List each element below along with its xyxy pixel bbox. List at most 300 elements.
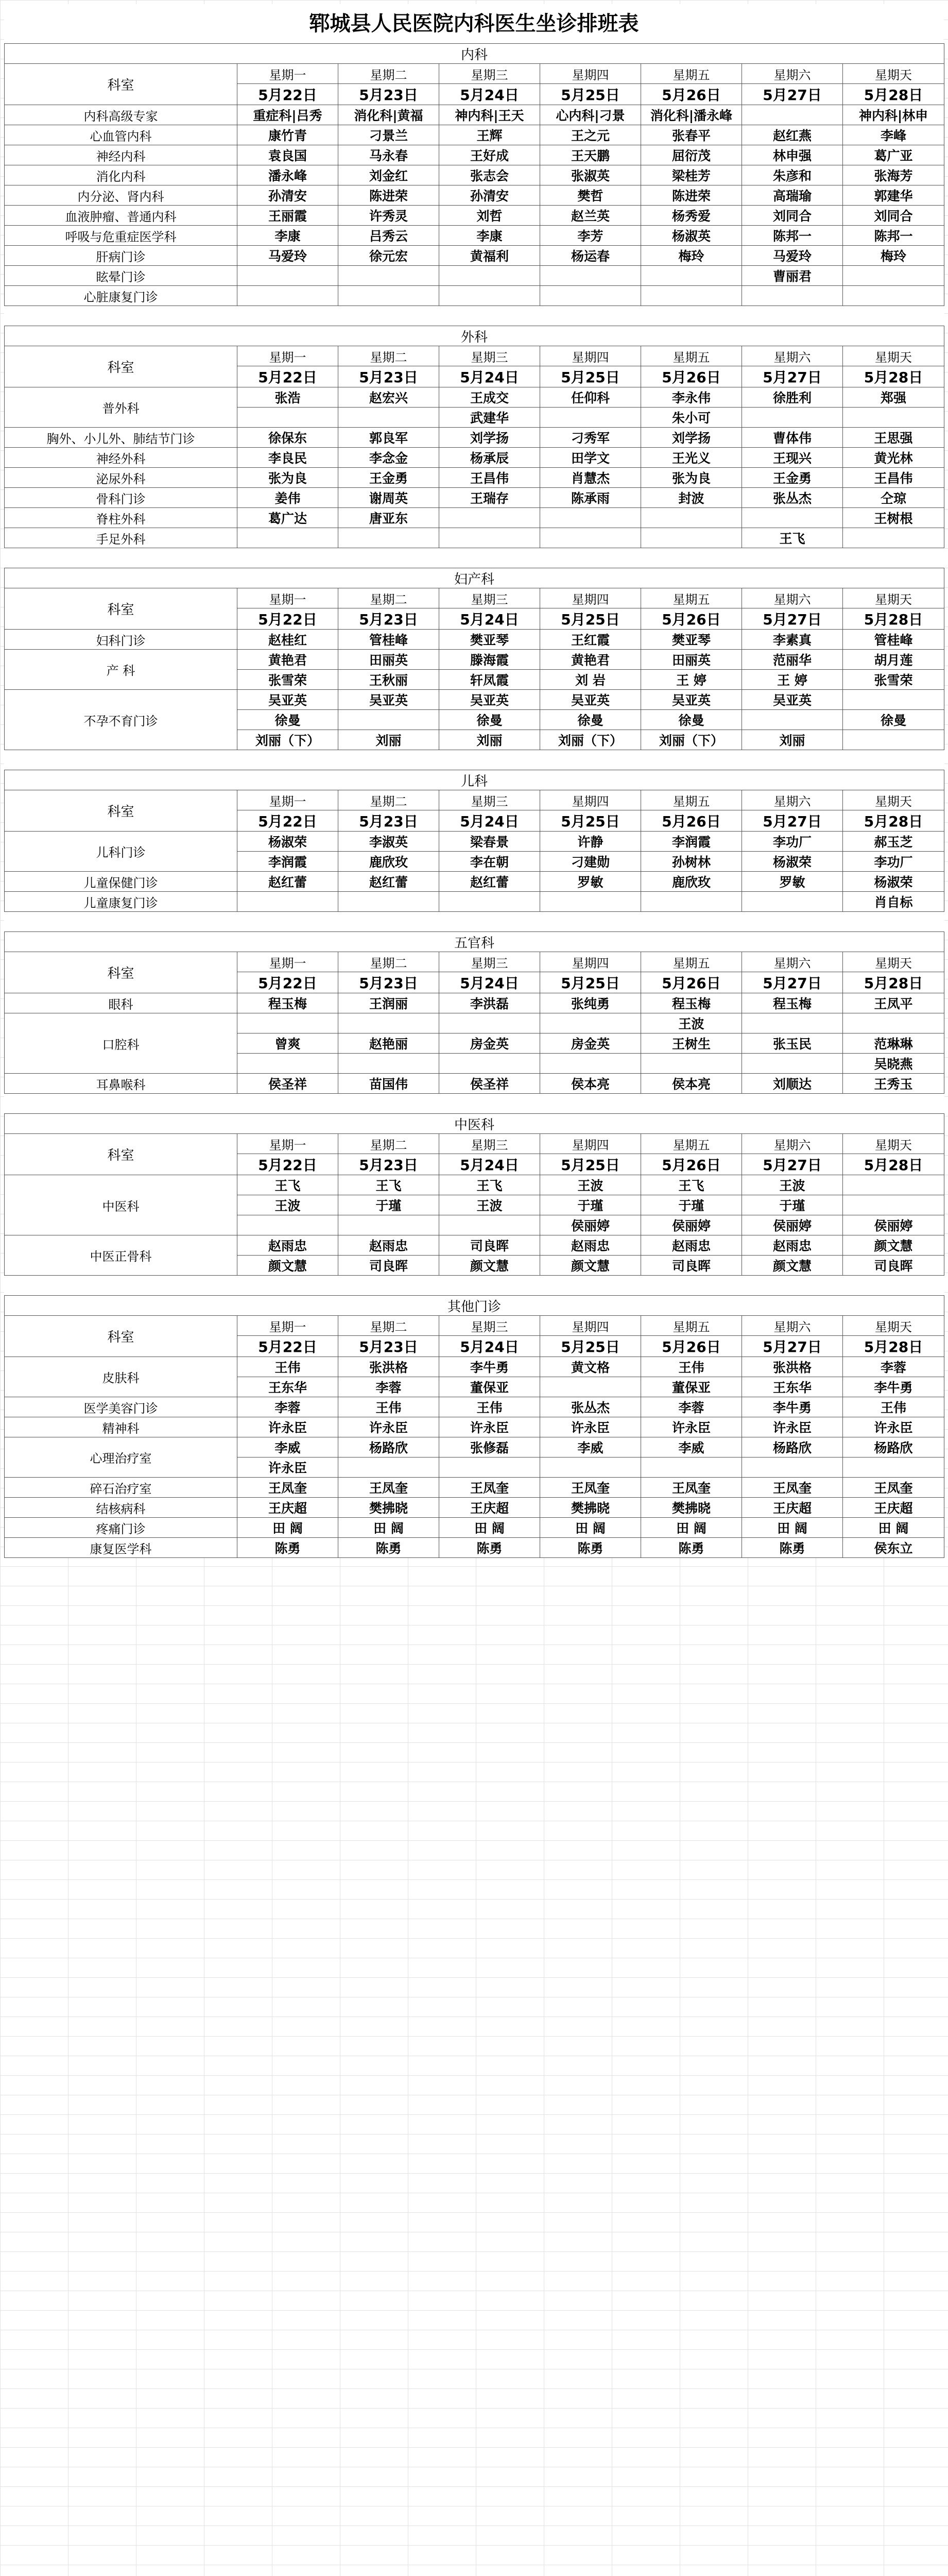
doctor-cell [237, 892, 338, 912]
doctor-cell: 董保亚 [641, 1377, 742, 1397]
doctor-cell [338, 1054, 439, 1074]
doctor-cell: 田丽英 [338, 650, 439, 670]
doctor-cell: 陈勇 [742, 1538, 843, 1558]
doctor-cell [742, 408, 843, 428]
weekday-label: 星期六 [742, 1134, 843, 1154]
doctor-cell: 张丛杰 [540, 1397, 641, 1417]
department-name: 耳鼻喉科 [5, 1074, 237, 1094]
doctor-cell: 吴亚英 [641, 690, 742, 710]
department-name: 脊柱外科 [5, 508, 237, 528]
doctor-cell [540, 892, 641, 912]
doctor-cell: 张玉民 [742, 1033, 843, 1054]
doctor-cell [843, 690, 944, 710]
doctor-cell: 颜文慧 [742, 1256, 843, 1276]
schedule-row [5, 630, 944, 650]
date-label: 5月25日 [540, 972, 641, 993]
doctor-cell [439, 892, 540, 912]
doctor-cell [338, 528, 439, 548]
doctor-cell: 李威 [641, 1437, 742, 1458]
weekday-label: 星期二 [338, 1316, 439, 1336]
schedule-row [5, 1417, 944, 1437]
doctor-cell: 王光义 [641, 448, 742, 468]
schedule-row [5, 1478, 944, 1498]
doctor-cell: 李在朝 [439, 852, 540, 872]
doctor-cell: 王润丽 [338, 993, 439, 1013]
doctor-cell: 于瑾 [641, 1195, 742, 1215]
doctor-cell: 李洪磊 [439, 993, 540, 1013]
doctor-cell: 郝玉芝 [843, 832, 944, 852]
doctor-cell: 张洪格 [338, 1357, 439, 1377]
weekday-label: 星期天 [843, 1316, 944, 1336]
doctor-cell [439, 266, 540, 286]
doctor-cell: 颜文慧 [439, 1256, 540, 1276]
schedule-row [5, 1074, 944, 1094]
date-label: 5月25日 [540, 810, 641, 832]
weekday-label: 星期四 [540, 952, 641, 972]
section-title: 五官科 [5, 932, 944, 952]
doctor-cell: 许永臣 [439, 1417, 540, 1437]
doctor-cell: 孙清安 [439, 185, 540, 206]
weekday-row [5, 346, 944, 366]
doctor-cell: 董保亚 [439, 1377, 540, 1397]
doctor-cell: 司良晖 [641, 1256, 742, 1276]
date-label: 5月27日 [742, 608, 843, 630]
department-name: 医学美容门诊 [5, 1397, 237, 1417]
doctor-cell: 谢周英 [338, 488, 439, 508]
department-name: 中医科 [5, 1175, 237, 1235]
doctor-cell: 刁秀军 [540, 428, 641, 448]
weekday-label: 星期三 [439, 64, 540, 84]
doctor-cell: 樊亚琴 [641, 630, 742, 650]
doctor-cell: 王树根 [843, 508, 944, 528]
doctor-cell [843, 1458, 944, 1478]
dept-column-label: 科室 [5, 588, 237, 630]
doctor-cell: 王波 [641, 1013, 742, 1033]
doctor-cell: 王现兴 [742, 448, 843, 468]
doctor-cell [843, 730, 944, 750]
doctor-cell [540, 266, 641, 286]
weekday-label: 星期四 [540, 1316, 641, 1336]
weekday-label: 星期五 [641, 1134, 742, 1154]
weekday-row [5, 1316, 944, 1336]
weekday-row [5, 790, 944, 810]
doctor-cell [338, 266, 439, 286]
doctor-cell: 李淑英 [338, 832, 439, 852]
weekday-label: 星期天 [843, 952, 944, 972]
doctor-cell: 吴亚英 [237, 690, 338, 710]
doctor-cell [439, 1458, 540, 1478]
dept-column-label: 科室 [5, 64, 237, 105]
doctor-cell: 刘金红 [338, 165, 439, 185]
spacer-row [5, 912, 944, 932]
schedule-body [5, 44, 944, 1558]
doctor-cell: 鹿欣玫 [641, 872, 742, 892]
weekday-label: 星期一 [237, 1316, 338, 1336]
doctor-cell: 马永春 [338, 145, 439, 165]
doctor-cell: 黄艳君 [540, 650, 641, 670]
weekday-label: 星期六 [742, 1316, 843, 1336]
doctor-cell: 侯圣祥 [237, 1074, 338, 1094]
doctor-cell: 王庆超 [742, 1498, 843, 1518]
doctor-cell: 田学文 [540, 448, 641, 468]
doctor-cell [641, 1458, 742, 1478]
doctor-cell: 王思强 [843, 428, 944, 448]
doctor-cell: 王伟 [237, 1357, 338, 1377]
doctor-cell: 赵红蕾 [439, 872, 540, 892]
weekday-label: 星期三 [439, 588, 540, 608]
doctor-cell: 朱彦和 [742, 165, 843, 185]
doctor-cell: 樊拂晓 [641, 1498, 742, 1518]
doctor-cell: 李蓉 [338, 1377, 439, 1397]
weekday-row [5, 588, 944, 608]
doctor-cell: 曾爽 [237, 1033, 338, 1054]
doctor-cell [540, 408, 641, 428]
weekday-label: 星期天 [843, 64, 944, 84]
doctor-cell: 肖自标 [843, 892, 944, 912]
schedule-row [5, 1397, 944, 1417]
doctor-cell [540, 1377, 641, 1397]
department-name: 眼科 [5, 993, 237, 1013]
doctor-cell: 王瑞存 [439, 488, 540, 508]
date-label: 5月26日 [641, 84, 742, 105]
doctor-cell [439, 1013, 540, 1033]
doctor-cell: 司良晖 [439, 1235, 540, 1256]
doctor-cell: 朱小可 [641, 408, 742, 428]
doctor-cell: 王飞 [742, 528, 843, 548]
doctor-cell: 房金英 [439, 1033, 540, 1054]
weekday-label: 星期四 [540, 588, 641, 608]
date-label: 5月26日 [641, 810, 742, 832]
doctor-cell: 王波 [742, 1175, 843, 1195]
doctor-cell: 梁春景 [439, 832, 540, 852]
doctor-cell [742, 1013, 843, 1033]
weekday-label: 星期四 [540, 790, 641, 810]
weekday-label: 星期一 [237, 346, 338, 366]
doctor-cell: 徐曼 [237, 710, 338, 730]
doctor-cell [237, 1013, 338, 1033]
schedule-row [5, 185, 944, 206]
department-name: 康复医学科 [5, 1538, 237, 1558]
doctor-cell: 马爱玲 [237, 246, 338, 266]
doctor-cell: 刘学扬 [439, 428, 540, 448]
doctor-cell: 李康 [439, 226, 540, 246]
doctor-cell: 侯本亮 [540, 1074, 641, 1094]
doctor-cell: 封波 [641, 488, 742, 508]
doctor-cell: 陈勇 [540, 1538, 641, 1558]
section-header-row [5, 1296, 944, 1316]
doctor-cell [237, 1054, 338, 1074]
doctor-cell: 唐亚东 [338, 508, 439, 528]
doctor-cell: 陈进荣 [641, 185, 742, 206]
doctor-cell: 郑强 [843, 387, 944, 408]
date-label: 5月23日 [338, 608, 439, 630]
date-label: 5月23日 [338, 84, 439, 105]
doctor-cell [439, 508, 540, 528]
department-name: 产 科 [5, 650, 237, 690]
doctor-cell: 刘丽 [439, 730, 540, 750]
schedule-row [5, 1357, 944, 1377]
doctor-cell: 张雪荣 [237, 670, 338, 690]
doctor-cell: 王 婷 [742, 670, 843, 690]
doctor-cell: 陈勇 [439, 1538, 540, 1558]
doctor-cell: 刘哲 [439, 206, 540, 226]
doctor-cell: 任仰科 [540, 387, 641, 408]
doctor-cell: 王秀玉 [843, 1074, 944, 1094]
section-header-row [5, 568, 944, 588]
doctor-cell: 刁建勋 [540, 852, 641, 872]
doctor-cell: 杨淑荣 [237, 832, 338, 852]
date-label: 5月26日 [641, 608, 742, 630]
department-name: 不孕不育门诊 [5, 690, 237, 750]
weekday-label: 星期天 [843, 588, 944, 608]
doctor-cell: 王凤奎 [641, 1478, 742, 1498]
department-name: 心血管内科 [5, 125, 237, 145]
doctor-cell: 王红霞 [540, 630, 641, 650]
weekday-row [5, 1134, 944, 1154]
doctor-cell: 许永臣 [540, 1417, 641, 1437]
doctor-cell: 赵艳丽 [338, 1033, 439, 1054]
doctor-cell: 武建华 [439, 408, 540, 428]
doctor-cell: 侯本亮 [641, 1074, 742, 1094]
weekday-label: 星期四 [540, 1134, 641, 1154]
doctor-cell: 王昌伟 [843, 468, 944, 488]
spacer-cell [5, 306, 944, 326]
doctor-cell: 刁景兰 [338, 125, 439, 145]
doctor-cell [742, 508, 843, 528]
doctor-cell [338, 1458, 439, 1478]
doctor-cell: 赵雨忠 [540, 1235, 641, 1256]
schedule-row [5, 428, 944, 448]
date-label: 5月26日 [641, 366, 742, 387]
date-label: 5月24日 [439, 1154, 540, 1175]
schedule-row [5, 286, 944, 306]
doctor-cell [439, 1054, 540, 1074]
department-name: 儿科门诊 [5, 832, 237, 872]
section-title: 中医科 [5, 1114, 944, 1134]
doctor-cell: 王成交 [439, 387, 540, 408]
doctor-cell: 田 阔 [237, 1518, 338, 1538]
doctor-cell: 王飞 [338, 1175, 439, 1195]
doctor-cell: 张丛杰 [742, 488, 843, 508]
doctor-cell: 樊拂晓 [338, 1498, 439, 1518]
doctor-cell: 陈勇 [237, 1538, 338, 1558]
doctor-cell: 王树生 [641, 1033, 742, 1054]
weekday-label: 星期一 [237, 952, 338, 972]
doctor-cell: 王秋丽 [338, 670, 439, 690]
doctor-cell: 刘学扬 [641, 428, 742, 448]
doctor-cell: 司良晖 [338, 1256, 439, 1276]
doctor-cell: 侯丽婷 [641, 1215, 742, 1235]
spacer-cell [5, 750, 944, 770]
weekday-label: 星期二 [338, 952, 439, 972]
schedule-row [5, 387, 944, 408]
doctor-cell: 王凤奎 [338, 1478, 439, 1498]
date-label: 5月22日 [237, 1154, 338, 1175]
date-label: 5月24日 [439, 810, 540, 832]
doctor-cell: 陈进荣 [338, 185, 439, 206]
doctor-cell: 樊哲 [540, 185, 641, 206]
doctor-cell: 田 阔 [641, 1518, 742, 1538]
doctor-cell: 杨路欣 [338, 1437, 439, 1458]
doctor-cell: 李威 [237, 1437, 338, 1458]
doctor-cell [742, 105, 843, 125]
doctor-cell: 张淑英 [540, 165, 641, 185]
doctor-cell: 王飞 [439, 1175, 540, 1195]
doctor-cell: 刘丽（下） [237, 730, 338, 750]
dept-column-label: 科室 [5, 790, 237, 832]
doctor-cell: 康竹青 [237, 125, 338, 145]
doctor-cell: 吴亚英 [742, 690, 843, 710]
doctor-cell: 程玉梅 [742, 993, 843, 1013]
doctor-cell: 葛广亚 [843, 145, 944, 165]
date-label: 5月28日 [843, 1336, 944, 1357]
doctor-cell: 吴亚英 [439, 690, 540, 710]
doctor-cell [338, 1215, 439, 1235]
weekday-label: 星期天 [843, 1134, 944, 1154]
schedule-row [5, 832, 944, 852]
doctor-cell [843, 1175, 944, 1195]
section-title: 妇产科 [5, 568, 944, 588]
schedule-row [5, 1235, 944, 1256]
doctor-cell: 许永臣 [237, 1458, 338, 1478]
date-label: 5月27日 [742, 1336, 843, 1357]
doctor-cell: 王庆超 [843, 1498, 944, 1518]
doctor-cell: 罗敏 [540, 872, 641, 892]
doctor-cell: 王昌伟 [439, 468, 540, 488]
schedule-row [5, 892, 944, 912]
doctor-cell [237, 528, 338, 548]
doctor-cell [237, 408, 338, 428]
doctor-cell [439, 528, 540, 548]
doctor-cell: 张志会 [439, 165, 540, 185]
doctor-cell: 杨运春 [540, 246, 641, 266]
doctor-cell: 范琳琳 [843, 1033, 944, 1054]
page-title: 郓城县人民医院内科医生坐诊排班表 [4, 4, 944, 43]
date-label: 5月25日 [540, 1336, 641, 1357]
doctor-cell: 田丽英 [641, 650, 742, 670]
doctor-cell: 鹿欣玫 [338, 852, 439, 872]
doctor-cell [439, 286, 540, 306]
doctor-cell: 李蓉 [237, 1397, 338, 1417]
doctor-cell: 李功厂 [843, 852, 944, 872]
doctor-cell: 王之元 [540, 125, 641, 145]
schedule-row [5, 468, 944, 488]
doctor-cell: 张纯勇 [540, 993, 641, 1013]
doctor-cell: 杨承辰 [439, 448, 540, 468]
doctor-cell [338, 408, 439, 428]
doctor-cell: 仝琼 [843, 488, 944, 508]
doctor-cell: 赵红蕾 [338, 872, 439, 892]
schedule-row [5, 448, 944, 468]
weekday-label: 星期六 [742, 64, 843, 84]
doctor-cell: 屈衍茂 [641, 145, 742, 165]
doctor-cell: 张洪格 [742, 1357, 843, 1377]
doctor-cell: 范丽华 [742, 650, 843, 670]
doctor-cell: 李素真 [742, 630, 843, 650]
doctor-cell: 李芳 [540, 226, 641, 246]
doctor-cell: 张为良 [641, 468, 742, 488]
doctor-cell: 王飞 [641, 1175, 742, 1195]
doctor-cell: 吴亚英 [540, 690, 641, 710]
schedule-row [5, 206, 944, 226]
doctor-cell: 王凤奎 [439, 1478, 540, 1498]
date-label: 5月24日 [439, 608, 540, 630]
doctor-cell: 于瑾 [540, 1195, 641, 1215]
doctor-cell: 梁桂芳 [641, 165, 742, 185]
doctor-cell [338, 1013, 439, 1033]
date-label: 5月22日 [237, 366, 338, 387]
doctor-cell: 杨淑荣 [742, 852, 843, 872]
weekday-label: 星期三 [439, 1134, 540, 1154]
doctor-cell: 赵雨忠 [237, 1235, 338, 1256]
doctor-cell: 梅玲 [843, 246, 944, 266]
department-name: 手足外科 [5, 528, 237, 548]
section-title: 其他门诊 [5, 1296, 944, 1316]
doctor-cell: 许永臣 [338, 1417, 439, 1437]
doctor-cell: 赵红燕 [742, 125, 843, 145]
date-label: 5月22日 [237, 1336, 338, 1357]
department-name: 内科高级专家 [5, 105, 237, 125]
doctor-cell: 胡月莲 [843, 650, 944, 670]
doctor-cell: 陈勇 [641, 1538, 742, 1558]
doctor-cell: 王飞 [237, 1175, 338, 1195]
date-label: 5月22日 [237, 84, 338, 105]
doctor-cell [237, 1215, 338, 1235]
doctor-cell: 杨路欣 [742, 1437, 843, 1458]
schedule-row [5, 105, 944, 125]
doctor-cell: 侯圣祥 [439, 1074, 540, 1094]
doctor-cell [742, 710, 843, 730]
date-label: 5月26日 [641, 972, 742, 993]
doctor-cell: 侯丽婷 [843, 1215, 944, 1235]
doctor-cell [641, 508, 742, 528]
doctor-cell: 苗国伟 [338, 1074, 439, 1094]
doctor-cell: 罗敏 [742, 872, 843, 892]
doctor-cell: 李功厂 [742, 832, 843, 852]
weekday-label: 星期一 [237, 64, 338, 84]
spacer-row [5, 750, 944, 770]
doctor-cell: 房金英 [540, 1033, 641, 1054]
weekday-label: 星期四 [540, 346, 641, 366]
date-label: 5月23日 [338, 366, 439, 387]
weekday-label: 星期五 [641, 588, 742, 608]
doctor-cell: 李润霞 [237, 852, 338, 872]
doctor-cell: 许永臣 [237, 1417, 338, 1437]
weekday-label: 星期二 [338, 790, 439, 810]
doctor-cell: 王凤奎 [742, 1478, 843, 1498]
department-name: 心脏康复门诊 [5, 286, 237, 306]
schedule-row [5, 872, 944, 892]
schedule-row [5, 508, 944, 528]
department-name: 神经外科 [5, 448, 237, 468]
doctor-cell [843, 266, 944, 286]
doctor-cell: 颜文慧 [540, 1256, 641, 1276]
doctor-cell: 曹体伟 [742, 428, 843, 448]
doctor-cell: 张修磊 [439, 1437, 540, 1458]
doctor-cell: 李念金 [338, 448, 439, 468]
doctor-cell: 王波 [439, 1195, 540, 1215]
doctor-cell: 刘同合 [742, 206, 843, 226]
doctor-cell: 王金勇 [742, 468, 843, 488]
doctor-cell: 杨路欣 [843, 1437, 944, 1458]
doctor-cell: 程玉梅 [641, 993, 742, 1013]
doctor-cell: 王天鹏 [540, 145, 641, 165]
doctor-cell: 张春平 [641, 125, 742, 145]
doctor-cell [843, 528, 944, 548]
doctor-cell: 黄光林 [843, 448, 944, 468]
doctor-cell [742, 1458, 843, 1478]
doctor-cell: 许永臣 [641, 1417, 742, 1437]
